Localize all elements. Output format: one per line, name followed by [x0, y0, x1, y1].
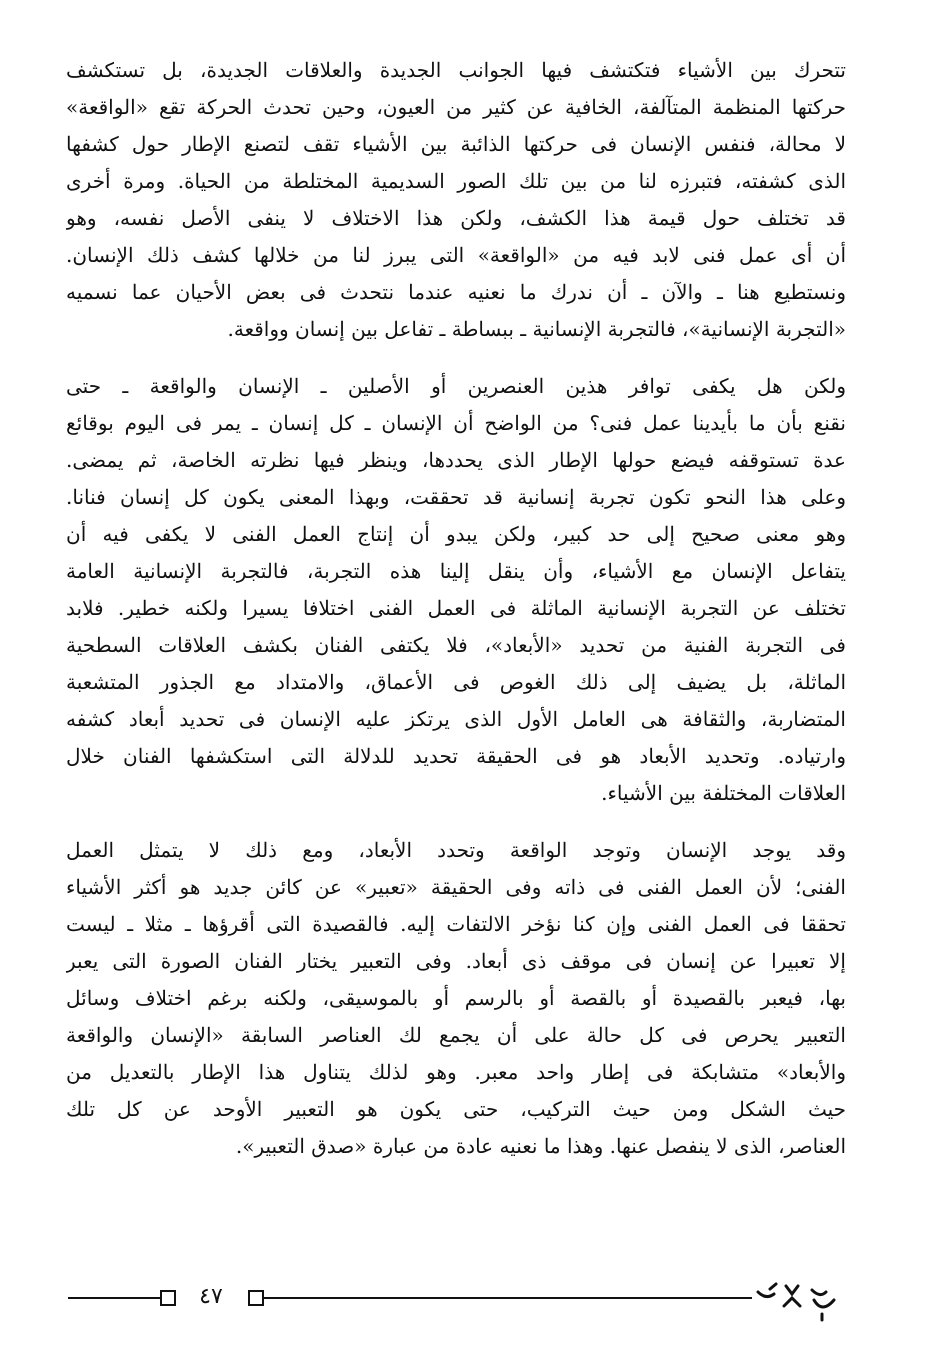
text-line: ولكن هل يكفى توافر هذين العنصرين أو الأصلين ـ الإنسان والواقعة ـ حتى: [66, 374, 846, 398]
footer-rule-left: [68, 1297, 160, 1299]
text-line: نقنع بأن ما بأيدينا عمل فنى؟ من الواضح أن الإنسان ـ كل إنسان ـ يمر فى اليوم بوقائع: [66, 411, 846, 435]
paragraph-2: [66, 368, 846, 812]
text-line: عدة تستوقفه فيضع حولها الإطار الذى يحددها، وينظر فيها نظرته الخاصة، ثم يمضى.: [66, 448, 846, 472]
text-line: المتضاربة، والثقافة هى العامل الأول الذى يرتكز عليه الإنسان فى تحديد أبعاد كشفه: [66, 707, 846, 731]
body-text: [66, 52, 846, 1165]
text-line: والأبعاد» متشابكة فى إطار واحد معبر. وهو لذلك يتناول هذا الإطار بالتعديل من: [66, 1060, 846, 1084]
text-line: تختلف عن التجربة الإنسانية الماثلة فى العمل الفنى اختلافا يسيرا ولكنه خطير. فلابد: [66, 596, 846, 620]
text-line: وعلى هذا النحو تكون تجربة إنسانية قد تحققت، وبهذا المعنى يكون كل إنسان فنانا.: [66, 485, 846, 509]
text-line: تحققا فى العمل الفنى وإن كنا نؤخر الالتفات إليه. فالقصيدة التى أقرؤها ـ مثلا ـ ليست: [66, 912, 846, 936]
text-line: قد تختلف حول قيمة هذا الكشف، ولكن هذا الاختلاف لا ينفى الأصل نفسه، وهو: [66, 206, 846, 230]
text-line: العلاقات المختلفة بين الأشياء.: [601, 781, 846, 805]
text-line: فى التجربة الفنية من تحديد «الأبعاد»، فلا يكتفى الفنان بكشف العلاقات السطحية: [66, 633, 846, 657]
decorative-flourish-icon: [756, 1280, 842, 1324]
footer-rule-right: [262, 1297, 752, 1299]
text-line: وقد يوجد الإنسان وتوجد الواقعة وتحدد الأبعاد، ومع ذلك لا يتمثل العمل: [66, 838, 846, 862]
text-line: أن أى عمل فنى لابد فيه من «الواقعة» التى يبرز لنا من خلالها كشف ذلك الإنسان.: [66, 243, 846, 267]
text-line: يتفاعل الإنسان مع الأشياء، وأن ينقل إلينا هذه التجربة، فالتجربة الإنسانية العامة: [66, 559, 846, 583]
paragraph-1: [66, 52, 846, 348]
page-footer: [66, 1282, 846, 1322]
paragraph-spacer: [66, 348, 846, 368]
text-line: إلا تعبيرا عن إنسان فى موقف ذى أبعاد. وفى التعبير يختار الفنان الصورة التى يعبر: [66, 949, 846, 973]
text-line: الذى كشفته، فتبرزه لنا من بين تلك الصور السديمية المختلطة من الحياة. ومرة أخرى: [66, 169, 846, 193]
text-line: تتحرك بين الأشياء فتكتشف فيها الجوانب الجديدة والعلاقات الجديدة، بل تستكشف: [66, 58, 846, 82]
text-line: وارتياده. وتحديد الأبعاد هو فى الحقيقة تحديد للدلالة التى استكشفها الفنان خلال: [66, 744, 846, 768]
text-line: بها، فيعبر بالقصيدة أو بالقصة أو بالرسم أو بالموسيقى، ولكنه برغم اختلاف وسائل: [66, 986, 846, 1010]
text-line: ونستطيع هنا ـ والآن ـ أن ندرك ما نعنيه عندما نتحدث فى بعض الأحيان عما نسميه: [66, 280, 846, 304]
paragraph-spacer: [66, 812, 846, 832]
page-number: ٤٧: [199, 1284, 223, 1309]
text-line: حيث الشكل ومن حيث التركيب، حتى يكون هو التعبير الأوحد عن كل تلك: [66, 1097, 846, 1121]
text-line: الماثلة، بل يضيف إلى ذلك الغوص فى الأعماق، والامتداد مع الجذور المتشعبة: [66, 670, 846, 694]
square-ornament-icon: [160, 1290, 176, 1306]
text-line: الفنى؛ لأن العمل الفنى فى ذاته وفى الحقيقة «تعبير» عن كائن جديد هو أكثر الأشياء: [66, 875, 846, 899]
text-line: حركتها المنظمة المتآلفة، الخافية عن كثير من العيون، وحين تحدث الحركة تقع «الواقعة»: [66, 95, 846, 119]
text-line: لا محالة، فنفس الإنسان فى حركتها الذائبة بين الأشياء تقف لتصنع الإطار حول كشفها: [66, 132, 846, 156]
paragraph-3: [66, 832, 846, 1165]
text-line: العناصر، الذى لا ينفصل عنها. وهذا ما نعنيه عادة من عبارة «صدق التعبير».: [235, 1134, 846, 1158]
text-line: وهو معنى صحيح إلى حد كبير، ولكن يبدو أن إنتاج العمل الفنى لا يكفى فيه أن: [66, 522, 846, 546]
text-line: «التجربة الإنسانية»، فالتجربة الإنسانية ـ ببساطة ـ تفاعل بين إنسان وواقعة.: [227, 317, 846, 341]
text-line: التعبير يحرص فى كل حالة على أن يجمع لك العناصر السابقة «الإنسان والواقعة: [66, 1023, 846, 1047]
